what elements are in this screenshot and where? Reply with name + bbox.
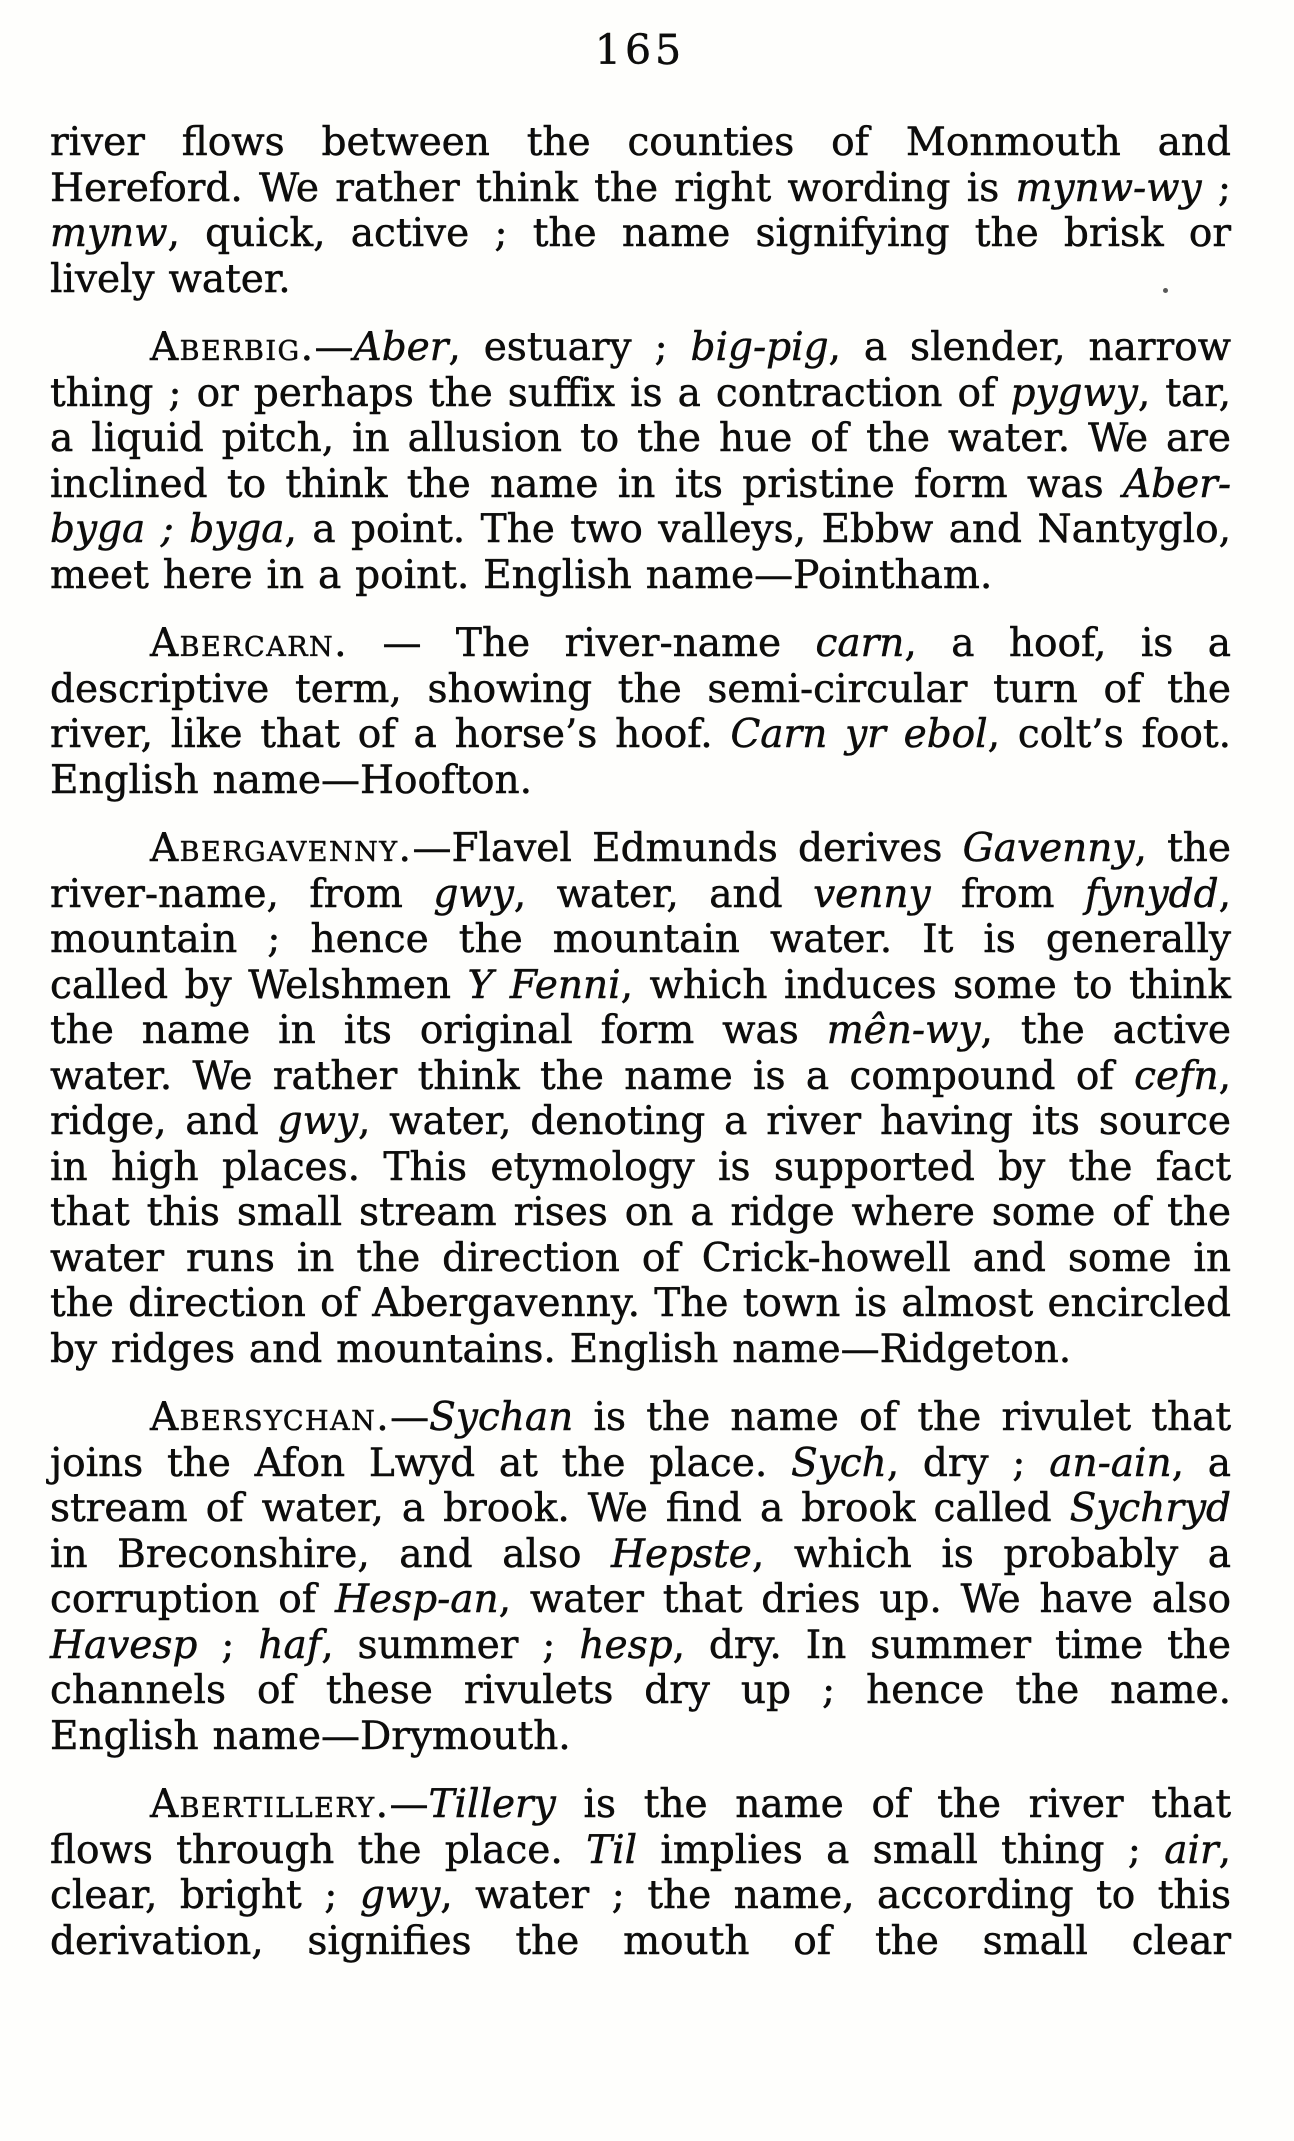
text-run: , the river-name, from (50, 826, 1231, 917)
italic-term: Til (586, 1827, 638, 1873)
text-run: , summer ; (321, 1622, 580, 1668)
italic-term: cefn (1134, 1053, 1219, 1099)
text-run: river flows between the counties of Monmouth and Hereford. We rather think the right wording is (50, 120, 1231, 211)
page-text (50, 120, 1231, 1964)
text-run: — (314, 325, 354, 370)
italic-term: pygwy (1010, 370, 1138, 416)
text-run: is the name of the river that flows through the place. (50, 1782, 1231, 1873)
italic-term: Aber (353, 325, 449, 370)
scan-speck (1163, 288, 1168, 293)
italic-term: Hepste (611, 1531, 752, 1577)
text-run: , mountain ; hence the mountain water. It is generally called by Welshmen (50, 871, 1231, 1008)
italic-term: haf (258, 1622, 322, 1668)
text-run: ; (197, 1622, 259, 1668)
italic-term: big-pig (690, 325, 829, 370)
page-number: 165 (594, 26, 686, 74)
paragraph-abertillery (50, 1782, 1231, 1964)
text-run: , which induces some to think the name in its original form was (50, 962, 1232, 1053)
italic-term: hesp (579, 1622, 673, 1668)
italic-term: Havesp (50, 1622, 198, 1668)
paragraph-abergavenny (50, 826, 1231, 1372)
text-run: , water that dries up. We have also (498, 1577, 1231, 1622)
text-run: implies a small thing ; (637, 1827, 1165, 1873)
italic-term: venny (813, 871, 931, 917)
text-run: , water ; the name, according to this derivation, signifies the mouth of the small clear (50, 1873, 1231, 1964)
text-run: , a point. The two valleys, Ebbw and Nantyglo, meet here in a point. English name—Pointham. (50, 507, 1231, 598)
italic-term: mynw-wy (1015, 165, 1202, 211)
text-run: ; (1201, 165, 1231, 211)
italic-term: mynw (50, 211, 168, 256)
text-run: , a stream of water, a brook. We find a brook called (50, 1440, 1232, 1531)
italic-term: Sychryd (1069, 1486, 1231, 1531)
paragraph-abercarn (50, 621, 1231, 803)
text-run: , a slender, narrow thing ; or perhaps the suffix is a contraction of (50, 325, 1231, 416)
paragraph-aberbig (50, 325, 1231, 598)
text-run: , the active water. We rather think the name is a compound of (50, 1008, 1231, 1099)
text-run: , which is probably a corruption of (50, 1531, 1232, 1622)
italic-term: gwy (277, 1099, 359, 1144)
italic-term: Carn yr ebol (730, 712, 988, 757)
text-run: in Breconshire, and also (50, 1531, 612, 1577)
text-run: , water, denoting a river having its source in high places. This etymology is supported by the fact that this small stream rises on a ridge where some of the water runs in the direction of Crick-howell and some in the direction of Abergavenny. The town is almost encircled by ridges and mountains. English name—Ridgeton. (50, 1099, 1232, 1372)
text-run: — The river-name (348, 621, 816, 666)
italic-term: Aber-byga ; byga (50, 461, 1231, 552)
text-run: , clear, bright ; (50, 1827, 1231, 1918)
paragraph-abersychan (50, 1395, 1231, 1759)
italic-term: fynydd (1085, 871, 1219, 917)
text-run: from (930, 871, 1086, 917)
text-run: is the name of the rivulet that joins the Afon Lwyd at the place. (50, 1395, 1231, 1486)
text-run: , tar, a liquid pitch, in allusion to the hue of the water. We are inclined to think the name in its pristine form was (50, 370, 1231, 507)
italic-term: Sych (791, 1440, 887, 1486)
headword: Abergavenny. (150, 826, 413, 871)
italic-term: Gavenny (962, 826, 1135, 871)
italic-term: Tillery (428, 1782, 556, 1827)
italic-term: Y Fenni (467, 962, 621, 1008)
text-run: , quick, active ; the name signifying the brisk or lively water. (50, 211, 1231, 302)
text-run: — (389, 1782, 429, 1827)
italic-term: Sychan (429, 1395, 574, 1440)
text-run: — (390, 1395, 430, 1440)
text-run: , a hoof, is a descriptive term, showing the semi-circular turn of the river, like that of a horse’s hoof. (50, 621, 1232, 757)
text-run: , colt’s foot. English name—Hoofton. (50, 712, 1231, 803)
text-run: , estuary ; (448, 325, 691, 370)
italic-term: gwy (433, 871, 514, 917)
headword: Abertillery. (150, 1782, 390, 1827)
italic-term: air (1164, 1827, 1219, 1873)
text-run: , dry. In summer time the channels of these rivulets dry up ; hence the name. English name—Drymouth. (50, 1622, 1231, 1759)
text-run: , water, and (513, 871, 814, 917)
text-run: , ridge, and (50, 1053, 1231, 1144)
headword: Abercarn. (150, 621, 349, 666)
headword: Aberbig. (150, 325, 315, 370)
text-run: —Flavel Edmunds derives (412, 826, 963, 871)
headword: Abersychan. (150, 1395, 391, 1440)
text-run: , dry ; (886, 1440, 1050, 1486)
italic-term: Hesp-an (335, 1577, 499, 1622)
italic-term: gwy (359, 1873, 441, 1918)
paragraph-continuation-mynwy (50, 120, 1231, 302)
italic-term: mên-wy (826, 1008, 981, 1053)
italic-term: an-ain (1049, 1440, 1172, 1486)
italic-term: carn (815, 621, 905, 666)
